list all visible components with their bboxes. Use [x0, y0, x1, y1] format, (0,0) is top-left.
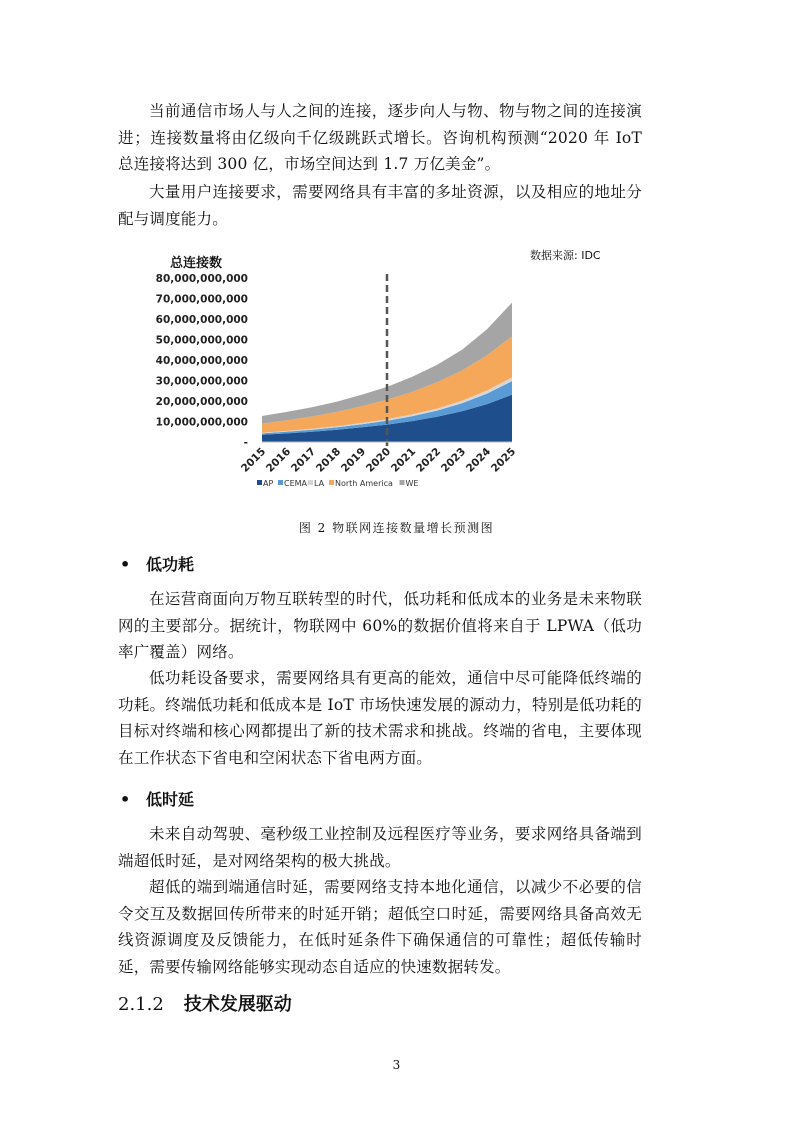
- bullet-title: 低功耗: [146, 555, 195, 574]
- x-tick-label: 2018: [313, 445, 344, 475]
- page-number: 3: [392, 1058, 401, 1072]
- section-heading: [118, 990, 292, 1016]
- y-axis: [156, 273, 248, 449]
- x-tick-label: 2015: [238, 445, 269, 475]
- low-latency-paragraph-1: 未来自动驾驶、毫秒级工业控制及远程医疗等业务，要求网络具备端到端超低时延，是对网络架构的极大挑战。: [118, 825, 642, 870]
- low-power-paragraph-2: 低功耗设备要求，需要网络具有更高的能效，通信中尽可能降低终端的功耗。终端低功耗和低成本是 IoT 市场快速发展的源动力，特别是低功耗的目标对终端和核心网都提出了新的技术需求和挑战。终端的省电，主要体现在工作状态下省电和空闲状态下省电两方面。: [118, 669, 642, 767]
- y-tick-label: 40,000,000,000: [155, 355, 248, 367]
- bullet-heading-low-latency: [120, 787, 194, 810]
- legend-swatch: [400, 480, 405, 485]
- bullet-heading-low-power: [120, 552, 194, 575]
- x-tick-label: 2025: [488, 445, 519, 475]
- y-tick-label: 30,000,000,000: [155, 375, 248, 388]
- legend-swatch: [308, 480, 313, 485]
- legend-swatch: [257, 480, 262, 485]
- x-tick-label: 2024: [463, 445, 494, 475]
- low-power-paragraph-1: 在运营商面向万物互联转型的时代，低功耗和低成本的业务是未来物联网的主要部分。据统计，物联网中 60%的数据价值将来自于 LPWA（低功率广覆盖）网络。: [118, 590, 642, 661]
- legend-label: AP: [263, 479, 274, 488]
- x-tick-label: 2016: [263, 445, 294, 475]
- chart-title: 总连接数: [170, 256, 223, 271]
- low-latency-paragraph-2: 超低的端到端通信时延，需要网络支持本地化通信，以减少不必要的信令交互及数据回传所带来的时延开销；超低空口时延，需要网络具备高效无线资源调度及反馈能力，在低时延条件下确保通信的可靠性；超低传输时延，需要传输网络能够实现动态自适应的快速数据转发。: [118, 878, 642, 976]
- x-axis: [239, 442, 518, 475]
- y-tick-label: 80,000,000,000: [155, 273, 248, 285]
- x-tick-label: 2023: [438, 445, 469, 475]
- legend-label: North America: [335, 479, 393, 488]
- x-tick-label: 2019: [338, 445, 369, 475]
- chart-source: 数据来源: IDC: [530, 249, 601, 262]
- section-number: 2.1.2: [118, 994, 164, 1015]
- bullet-title: 低时延: [146, 790, 195, 809]
- bullet-dot: •: [120, 555, 131, 574]
- x-tick-label: 2021: [388, 445, 419, 475]
- legend-label: LA: [314, 479, 325, 488]
- intro-paragraph-2: 大量用户连接要求，需要网络具有丰富的多址资源，以及相应的地址分配与调度能力。: [118, 183, 642, 228]
- y-tick-label: 70,000,000,000: [155, 293, 248, 306]
- intro-paragraph-1: 当前通信市场人与人之间的连接，逐步向人与物、物与物之间的连接演进；连接数量将由亿级向千亿级跳跃式增长。咨询机构预测“2020 年 IoT 总连接将达到 300 亿，市场空间达到 1.7 万亿美金”。: [118, 102, 642, 173]
- figure-caption: 图 2 物联网连接数量增长预测图: [298, 521, 495, 535]
- y-tick-label: 60,000,000,000: [155, 314, 248, 326]
- iot-connections-chart: [150, 245, 620, 500]
- x-tick-label: 2017: [288, 445, 319, 475]
- x-tick-label: 2020: [363, 445, 394, 475]
- legend-label: WE: [405, 479, 419, 488]
- bullet-dot: •: [120, 790, 131, 809]
- y-tick-label: 20,000,000,000: [155, 396, 248, 408]
- y-tick-label: 10,000,000,000: [155, 416, 248, 429]
- legend-swatch: [329, 480, 334, 485]
- legend-label: CEMA: [284, 479, 308, 488]
- section-title: 技术发展驱动: [183, 994, 292, 1015]
- chart-legend: [257, 479, 418, 488]
- x-tick-label: 2022: [413, 445, 444, 475]
- y-tick-label: 50,000,000,000: [155, 334, 248, 347]
- y-tick-label: -: [243, 437, 248, 449]
- legend-swatch: [278, 480, 283, 485]
